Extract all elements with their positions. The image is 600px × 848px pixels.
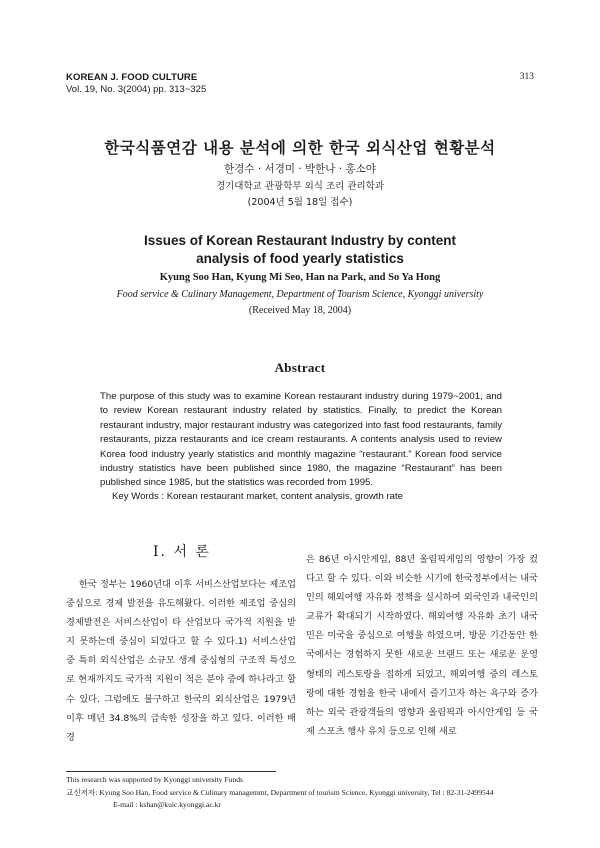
footnote-corresponding-author: 교신저자: Kyung Soo Han, Food service & Culinary managemmt, Department of tourism Science, Kyonggi university, Tel : 82-31-2499544 <box>66 788 494 797</box>
body-left-column: 한국 정부는 1960년대 이후 서비스산업보다는 제조업 중심으로 경제 발전을 유도해왔다. 이러한 제조업 중심의 경제발전은 서비스산업이 타 산업보다 국가적 지원을 받지 못하는데 중심이 되었다고 할 수 있다.1) 서비스산업 중 특히 외식산업은 소규모 생계 중심형의 구조적 특성으로 현재까지도 국가적 지원이 적은 분야 중에 하나라고 할 수 있다. 그럼에도 불구하고 한국의 외식산업은 1979년 이후 매년 34.8%의 급속한 성장을 하고 있다. 이러한 배경 <box>66 579 296 743</box>
footnote-divider <box>66 771 276 772</box>
keywords <box>112 491 502 502</box>
korean-authors: 한경수 · 서경미 · 박한나 · 홍소야 <box>224 163 376 175</box>
footnote-funding: This research was supported by Kyonggi university Funds <box>66 775 243 784</box>
korean-affiliation: 경기대학교 관광학부 외식 조리 관리학과 <box>215 181 385 192</box>
korean-title: 한국식품연감 내용 분석에 의한 한국 외식산업 현황분석 <box>104 139 496 157</box>
keywords-value: Korean restaurant market, content analysis, growth rate <box>166 491 403 502</box>
abstract-heading: Abstract <box>274 360 326 375</box>
volume-info: Vol. 19, No. 3(2004) pp. 313~325 <box>66 84 207 95</box>
keywords-label: Key Words : <box>112 491 167 502</box>
english-title <box>0 232 600 268</box>
footnote-email: E-mail : kshan@kuic.kyonggi.ac.kr <box>113 800 222 809</box>
section-title-introduction: I. 서 론 <box>153 544 211 560</box>
journal-name: KOREAN J. FOOD CULTURE <box>66 72 198 83</box>
korean-received-date: (2004년 5월 18일 접수) <box>247 197 353 208</box>
abstract-body: The purpose of this study was to examine Korean restaurant industry during 1979~2001, and to review Korean restaurant industry related by statistics. Finally, to predict the Korean restaurant industry, major restaurant industry was categorized into fast food restaurants, family restaurants, pizza restaurants and ice cream restaurants. A contents analysis used to review Korea food industry yearly statistics and monthly magazine “restaurant.” Korean food service industry statistics have been published since 1980, the magazine “Restaurant” has been published since 1985, but the statistics was recorded from 1995. <box>100 391 502 489</box>
page-number: 313 <box>519 72 534 82</box>
english-authors: Kyung Soo Han, Kyung Mi Seo, Han na Park, and So Ya Hong <box>159 272 441 283</box>
body-right-column: 은 86년 아시안게임, 88년 올림픽게임의 영향이 가장 컸다고 할 수 있다. 이와 비슷한 시기에 한국정부에서는 내국인의 해외여행 자유화 정책을 실시하여 외국인과 내국인의 교류가 확대되기 시작하였다. 해외여행 자유화 초기 내국민은 미국을 중심으로 여행을 하였으며, 방문 기간동안 한국에서는 경험하지 못한 새로운 브랜드 또는 새로운 운영 형태의 레스토랑을 접하게 되었고, 해외여행 중의 레스토랑에 대한 경험을 한국 내에서 즐기고자 하는 욕구와 증가하는 외국 관광객들의 영향과 올림픽과 아시안게임 등 국제 스포츠 행사 유치 등으로 인해 새로 <box>306 554 538 737</box>
english-received-date: (Received May 18, 2004) <box>248 305 352 316</box>
english-title-line-1: Issues of Korean Restaurant Industry by content <box>143 233 457 248</box>
english-affiliation: Food service & Culinary Management, Department of Tourism Science, Kyonggi university <box>116 289 484 300</box>
english-title-line-2: analysis of food yearly statistics <box>196 251 404 266</box>
